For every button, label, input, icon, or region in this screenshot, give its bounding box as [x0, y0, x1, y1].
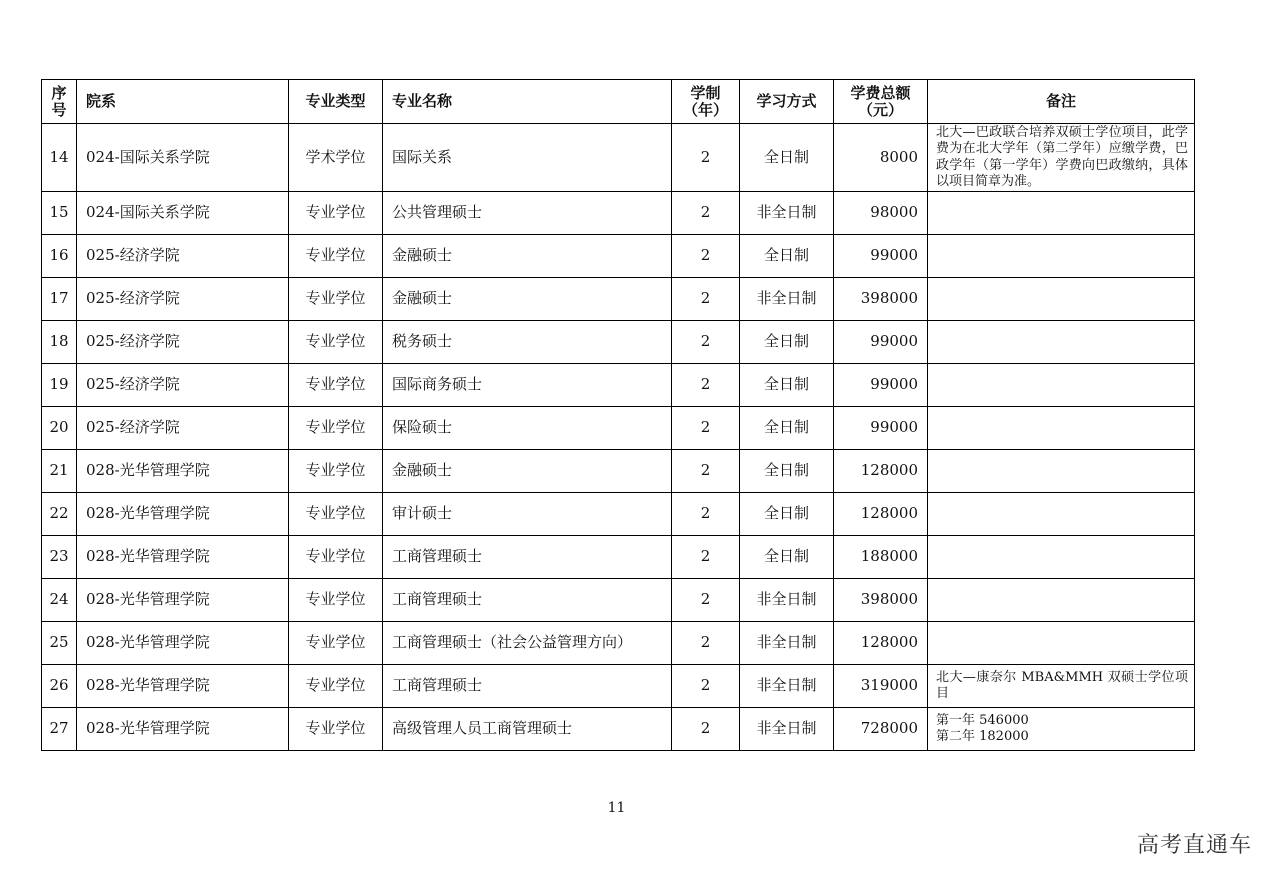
header-years: 学制 （年）	[672, 80, 740, 124]
cell-type: 专业学位	[289, 450, 383, 493]
cell-fee: 398000	[834, 278, 928, 321]
cell-major: 金融硕士	[383, 278, 672, 321]
cell-no: 25	[42, 622, 77, 665]
cell-years: 2	[672, 579, 740, 622]
table-row	[42, 450, 1195, 493]
cell-note	[928, 450, 1195, 493]
cell-mode: 全日制	[740, 364, 834, 407]
watermark: 高考直通车	[1136, 833, 1252, 858]
cell-fee: 98000	[834, 192, 928, 235]
cell-fee: 99000	[834, 321, 928, 364]
table-row	[42, 708, 1195, 751]
cell-type: 专业学位	[289, 192, 383, 235]
cell-note	[928, 622, 1195, 665]
cell-note	[928, 536, 1195, 579]
cell-no: 16	[42, 235, 77, 278]
cell-no: 22	[42, 493, 77, 536]
cell-dept: 028-光华管理学院	[77, 493, 289, 536]
header-dept: 院系	[77, 80, 289, 124]
cell-dept: 028-光华管理学院	[77, 579, 289, 622]
cell-dept: 025-经济学院	[77, 321, 289, 364]
cell-fee: 728000	[834, 708, 928, 751]
cell-major: 工商管理硕士	[383, 536, 672, 579]
cell-years: 2	[672, 321, 740, 364]
cell-no: 20	[42, 407, 77, 450]
cell-mode: 全日制	[740, 450, 834, 493]
cell-major: 国际商务硕士	[383, 364, 672, 407]
cell-type: 专业学位	[289, 493, 383, 536]
table-row	[42, 622, 1195, 665]
cell-dept: 024-国际关系学院	[77, 124, 289, 192]
cell-fee: 99000	[834, 235, 928, 278]
cell-dept: 025-经济学院	[77, 235, 289, 278]
cell-no: 23	[42, 536, 77, 579]
table-row	[42, 665, 1195, 708]
cell-years: 2	[672, 622, 740, 665]
cell-years: 2	[672, 124, 740, 192]
cell-no: 26	[42, 665, 77, 708]
cell-major: 工商管理硕士（社会公益管理方向）	[383, 622, 672, 665]
cell-fee: 99000	[834, 364, 928, 407]
cell-note	[928, 192, 1195, 235]
cell-dept: 028-光华管理学院	[77, 622, 289, 665]
cell-years: 2	[672, 493, 740, 536]
page-number: 11	[607, 800, 626, 816]
header-fee: 学费总额 （元）	[834, 80, 928, 124]
cell-years: 2	[672, 536, 740, 579]
cell-mode: 非全日制	[740, 579, 834, 622]
table-body	[42, 124, 1195, 751]
cell-years: 2	[672, 235, 740, 278]
cell-note	[928, 407, 1195, 450]
cell-type: 专业学位	[289, 235, 383, 278]
cell-major: 高级管理人员工商管理硕士	[383, 708, 672, 751]
header-note: 备注	[928, 80, 1195, 124]
cell-type: 专业学位	[289, 579, 383, 622]
cell-type: 专业学位	[289, 278, 383, 321]
cell-no: 15	[42, 192, 77, 235]
tuition-table	[41, 79, 1195, 751]
table-row	[42, 321, 1195, 364]
cell-no: 17	[42, 278, 77, 321]
cell-dept: 024-国际关系学院	[77, 192, 289, 235]
cell-major: 保险硕士	[383, 407, 672, 450]
cell-major: 审计硕士	[383, 493, 672, 536]
cell-type: 专业学位	[289, 665, 383, 708]
cell-fee: 128000	[834, 493, 928, 536]
cell-mode: 非全日制	[740, 192, 834, 235]
header-row	[42, 80, 1195, 124]
cell-years: 2	[672, 364, 740, 407]
table-row	[42, 192, 1195, 235]
cell-years: 2	[672, 708, 740, 751]
cell-note	[928, 579, 1195, 622]
table-row	[42, 579, 1195, 622]
cell-no: 14	[42, 124, 77, 192]
cell-dept: 028-光华管理学院	[77, 536, 289, 579]
cell-note: 第一年 546000 第二年 182000	[928, 708, 1195, 751]
cell-major: 国际关系	[383, 124, 672, 192]
cell-note: 北大—巴政联合培养双硕士学位项目，此学费为在北大学年（第二学年）应缴学费，巴政学年（第一学年）学费向巴政缴纳，具体以项目简章为准。	[928, 124, 1195, 192]
cell-note	[928, 278, 1195, 321]
cell-years: 2	[672, 278, 740, 321]
cell-dept: 028-光华管理学院	[77, 708, 289, 751]
cell-mode: 全日制	[740, 536, 834, 579]
cell-mode: 全日制	[740, 493, 834, 536]
cell-mode: 非全日制	[740, 708, 834, 751]
cell-years: 2	[672, 407, 740, 450]
cell-dept: 025-经济学院	[77, 278, 289, 321]
cell-note	[928, 235, 1195, 278]
cell-note: 北大—康奈尔 MBA&MMH 双硕士学位项目	[928, 665, 1195, 708]
cell-fee: 128000	[834, 622, 928, 665]
cell-fee: 128000	[834, 450, 928, 493]
cell-mode: 全日制	[740, 407, 834, 450]
cell-fee: 8000	[834, 124, 928, 192]
cell-mode: 非全日制	[740, 665, 834, 708]
cell-note	[928, 321, 1195, 364]
cell-no: 19	[42, 364, 77, 407]
cell-mode: 全日制	[740, 235, 834, 278]
cell-no: 21	[42, 450, 77, 493]
cell-years: 2	[672, 665, 740, 708]
table-row	[42, 124, 1195, 192]
cell-no: 18	[42, 321, 77, 364]
cell-major: 税务硕士	[383, 321, 672, 364]
cell-mode: 全日制	[740, 124, 834, 192]
cell-note	[928, 493, 1195, 536]
cell-type: 专业学位	[289, 708, 383, 751]
cell-years: 2	[672, 450, 740, 493]
cell-fee: 398000	[834, 579, 928, 622]
cell-major: 金融硕士	[383, 450, 672, 493]
cell-type: 专业学位	[289, 321, 383, 364]
table-row	[42, 493, 1195, 536]
table-row	[42, 364, 1195, 407]
cell-mode: 非全日制	[740, 278, 834, 321]
table-row	[42, 278, 1195, 321]
header-major: 专业名称	[383, 80, 672, 124]
cell-type: 学术学位	[289, 124, 383, 192]
cell-major: 工商管理硕士	[383, 579, 672, 622]
table-row	[42, 536, 1195, 579]
cell-dept: 025-经济学院	[77, 364, 289, 407]
cell-mode: 非全日制	[740, 622, 834, 665]
cell-mode: 全日制	[740, 321, 834, 364]
cell-dept: 028-光华管理学院	[77, 450, 289, 493]
cell-no: 24	[42, 579, 77, 622]
cell-type: 专业学位	[289, 407, 383, 450]
cell-fee: 319000	[834, 665, 928, 708]
cell-major: 工商管理硕士	[383, 665, 672, 708]
header-no: 序 号	[42, 80, 77, 124]
cell-type: 专业学位	[289, 364, 383, 407]
cell-years: 2	[672, 192, 740, 235]
table-row	[42, 235, 1195, 278]
cell-type: 专业学位	[289, 622, 383, 665]
cell-dept: 025-经济学院	[77, 407, 289, 450]
header-type: 专业类型	[289, 80, 383, 124]
cell-note	[928, 364, 1195, 407]
cell-fee: 99000	[834, 407, 928, 450]
cell-major: 金融硕士	[383, 235, 672, 278]
cell-fee: 188000	[834, 536, 928, 579]
cell-major: 公共管理硕士	[383, 192, 672, 235]
header-mode: 学习方式	[740, 80, 834, 124]
table-row	[42, 407, 1195, 450]
cell-no: 27	[42, 708, 77, 751]
cell-type: 专业学位	[289, 536, 383, 579]
cell-dept: 028-光华管理学院	[77, 665, 289, 708]
